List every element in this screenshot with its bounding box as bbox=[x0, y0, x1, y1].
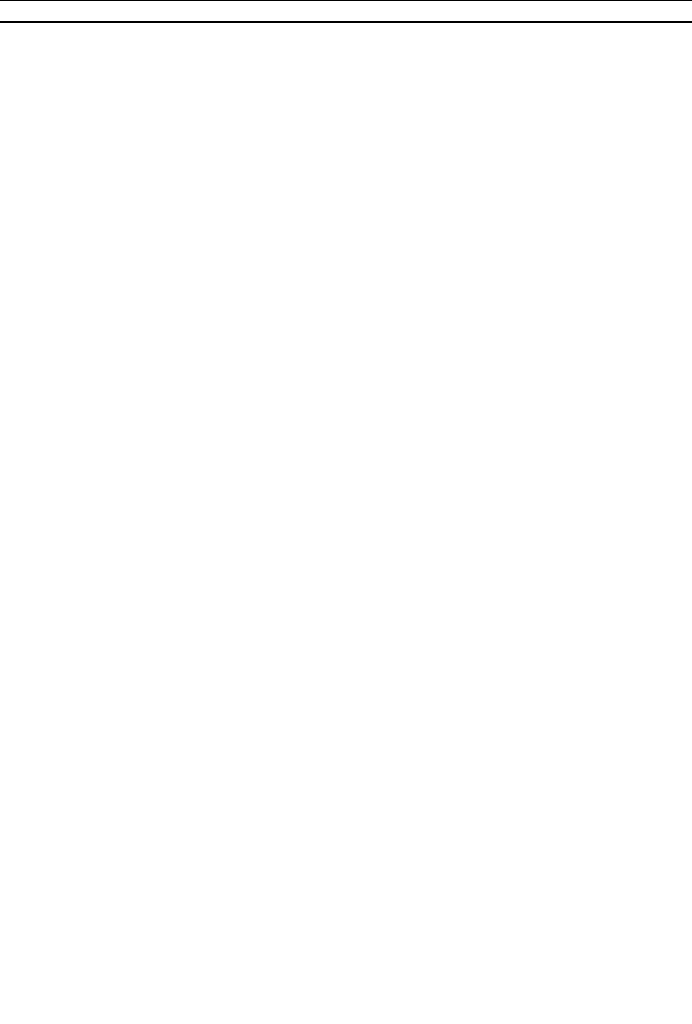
page-title bbox=[0, 1, 692, 23]
